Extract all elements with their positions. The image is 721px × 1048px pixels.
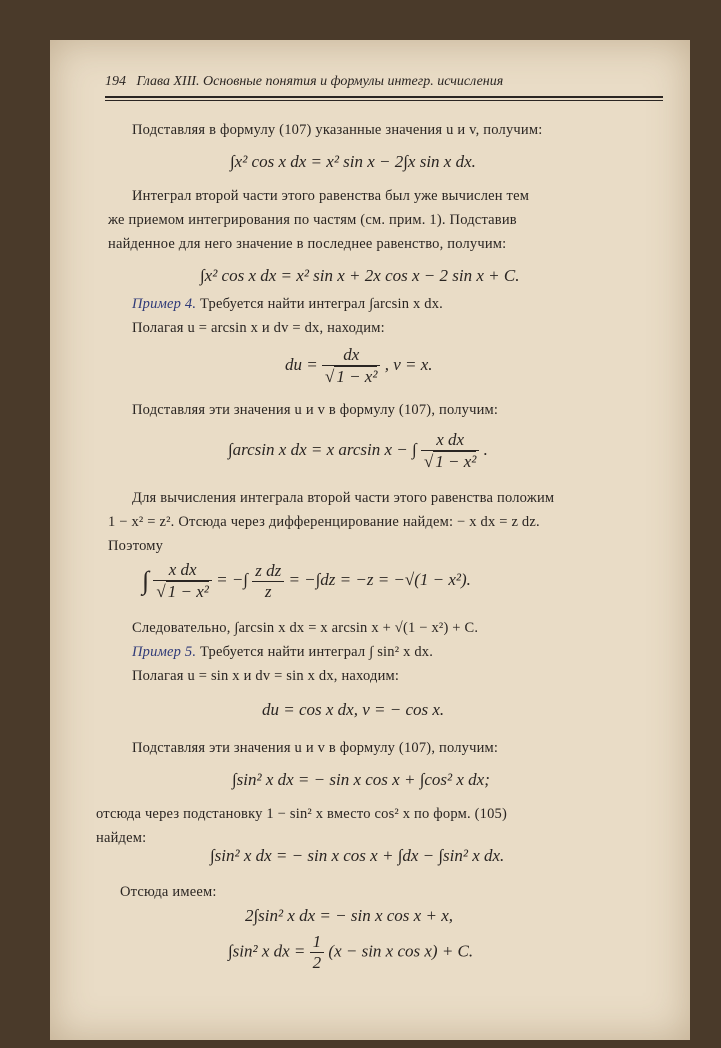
example-heading: [132, 644, 433, 661]
paragraph: Следовательно, ∫arcsin x dx = x arcsin x + √(1 − x²) + C.: [132, 620, 479, 636]
paragraph: Полагая u = arcsin x и dv = dx, находим:: [132, 320, 385, 336]
paragraph: найдем:: [96, 830, 147, 846]
formula: du = cos x dx, v = − cos x.: [262, 700, 445, 719]
example-text: Требуется найти интеграл ∫ sin² x dx.: [200, 644, 434, 660]
formula: 2∫sin² x dx = − sin x cos x + x,: [245, 906, 453, 925]
fraction: $\frac{\text{x dx}}{\text{√ 1 − x²}}$: [421, 430, 479, 472]
formula: ∫arcsin x dx = x arcsin x − ∫ $\frac{\text{x dx}}{\text{√ 1 − x²}}$ .: [228, 430, 488, 471]
running-title: Глава XIII. Основные понятия и формулы интегр. исчисления: [136, 74, 504, 89]
paragraph: же приемом интегрирования по частям (см. прим. 1). Подставив: [108, 212, 517, 228]
example-label: Пример 5.: [132, 644, 197, 660]
paragraph: Отсюда имеем:: [120, 884, 217, 900]
paragraph: Поэтому: [108, 538, 164, 554]
example-text: Требуется найти интеграл ∫arcsin x dx.: [200, 296, 444, 312]
example-label: Пример 4.: [132, 296, 197, 312]
paragraph: Подставляя эти значения u и v в формулу (107), получим:: [132, 402, 499, 418]
formula: du = $\frac{dx}{\text{√ 1 − x²}}$ , v = x.: [285, 345, 433, 386]
formula: ∫x² cos x dx = x² sin x − 2∫x sin x dx.: [230, 152, 476, 171]
running-header: [105, 74, 657, 90]
fraction: $\frac{\text{x dx}}{\text{√ 1 − x²}}$: [153, 560, 211, 602]
paragraph: Для вычисления интеграла второй части этого равенства положим: [132, 490, 555, 506]
paragraph: Подставляя в формулу (107) указанные значения u и v, получим:: [132, 122, 543, 138]
paragraph: Интеграл второй части этого равенства был уже вычислен тем: [132, 188, 530, 204]
fraction: $\frac{1}{2}$: [310, 932, 325, 973]
paragraph: Полагая u = sin x и dv = sin x dx, находим:: [132, 668, 400, 684]
paragraph: найденное для него значение в последнее равенство, получим:: [108, 236, 507, 252]
page-number: 194: [105, 74, 126, 89]
fraction: $\frac{dx}{\text{√ 1 − x²}}$: [322, 345, 380, 387]
paragraph: 1 − x² = z². Отсюда через дифференцирование найдем: − x dx = z dz.: [108, 514, 540, 530]
formula: ∫sin² x dx = $\frac{1}{2}$ (x − sin x cos x) + C.: [228, 932, 474, 972]
formula: ∫x² cos x dx = x² sin x + 2x cos x − 2 sin x + C.: [200, 266, 520, 285]
formula: ∫sin² x dx = − sin x cos x + ∫cos² x dx;: [232, 770, 490, 789]
header-rule: [105, 96, 663, 98]
example-heading: [132, 296, 443, 313]
fraction: $\frac{\text{z dz}}{z}$: [252, 561, 284, 602]
book-page: [50, 40, 690, 1040]
formula: ∫sin² x dx = − sin x cos x + ∫dx − ∫sin² x dx.: [210, 846, 505, 865]
paragraph: Подставляя эти значения u и v в формулу (107), получим:: [132, 740, 499, 756]
header-rule-thin: [105, 100, 663, 101]
paragraph: отсюда через подстановку 1 − sin² x вместо cos² x по форм. (105): [96, 806, 508, 822]
formula: ∫ $\frac{\text{x dx}}{\text{√ 1 − x²}}$ = −∫ $\frac{\text{z dz}}{z}$ = −∫dz = −z = −√(1 − x²).: [142, 560, 471, 601]
